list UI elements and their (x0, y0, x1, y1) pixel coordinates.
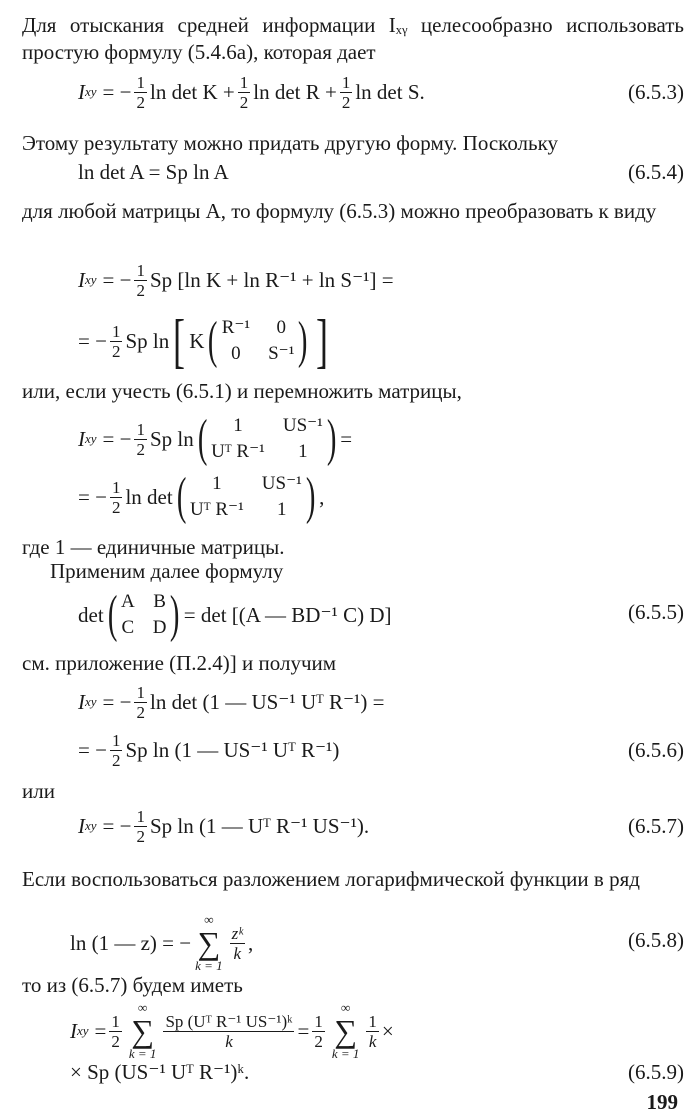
equation-number: (6.5.8) (628, 928, 684, 952)
summation-symbol: ∞ ∑ k = 1 (195, 912, 223, 973)
equation-6-5-8: ln (1 — z) = − ∞ ∑ k = 1 $\frac{\text{zᵏ}}{k}$ , (70, 912, 254, 973)
equation-6-5-7: I xy = − $\frac{1}{2}$ Sp ln (1 — Uᵀ R⁻¹ US⁻¹). (78, 806, 370, 846)
page-number: 199 (646, 1090, 678, 1114)
equation-number: (6.5.7) (628, 814, 684, 838)
matrix: 1 US⁻¹ Uᵀ R⁻¹ 1 (211, 415, 323, 462)
eq-sign: = − (102, 79, 132, 104)
matrix: A B C D (120, 591, 167, 638)
left-paren: ( (208, 312, 218, 369)
equation-number: (6.5.4) (628, 160, 684, 184)
equation-sp-form-line2: = − $\frac{1}{2}$ Sp ln [ K ( R⁻¹ 0 0 S⁻¹ ) ] (78, 308, 328, 374)
equation-number: (6.5.9) (628, 1060, 684, 1084)
left-paren: ( (107, 586, 118, 643)
left-paren: ( (197, 410, 208, 467)
left-bracket: [ (173, 308, 186, 374)
paragraph: Этому результату можно придать другую форму. Поскольку (22, 131, 559, 155)
paragraph: то из (6.5.7) будем иметь (22, 973, 243, 997)
right-paren: ) (298, 312, 308, 369)
paragraph: см. приложение (П.2.4)] и получим (22, 651, 337, 675)
fraction-half: $\frac{1}{2}$ (136, 682, 145, 722)
right-paren: ) (326, 410, 337, 467)
fraction-half: $\frac{1}{2}$ (111, 321, 121, 361)
left-paren: ( (176, 468, 187, 525)
fraction-half: $\frac{1}{2}$ (136, 260, 145, 300)
equation-6-5-9-line1: I xy = $\frac{1}{2}$ ∞ ∑ k = 1 $\frac{\text{Sp (Uᵀ R⁻¹ US⁻¹)ᵏ}}{k}$ = $\frac{1}{2}$ ∞ ∑ k = 1 $\frac{1}{k}$ × (70, 1000, 394, 1061)
eq-body: ln det A = Sp ln A (78, 160, 229, 184)
paragraph: или (22, 779, 55, 803)
fraction: $\frac{1}{k}$ (368, 1011, 377, 1051)
fraction-half: $\frac{1}{2}$ (111, 730, 121, 770)
summation-symbol: ∞ ∑ k = 1 (331, 1000, 360, 1061)
fraction-half: $\frac{1}{2}$ (314, 1011, 323, 1051)
paragraph: Если воспользоваться разложением логарифмической функции в ряд (22, 867, 640, 891)
paragraph: Применим далее формулу (50, 559, 284, 583)
equation-uu-line1: I xy = − $\frac{1}{2}$ Sp ln ( 1 US⁻¹ Uᵀ R⁻¹ 1 ) = (78, 410, 353, 467)
equation-6-5-3: I xy = − $\frac{1}{2}$ ln det K + $\frac{1}{2}$ ln det R + $\frac{1}{2}$ ln det S. (78, 72, 425, 112)
eq-body: Sp [ln K + ln R⁻¹ + ln S⁻¹] = (149, 267, 394, 292)
equation-6-5-9-line2: × Sp (US⁻¹ Uᵀ R⁻¹)ᵏ. (70, 1060, 250, 1084)
equation-6-5-6-line2: = − $\frac{1}{2}$ Sp ln (1 — US⁻¹ Uᵀ R⁻¹) (78, 730, 340, 770)
equation-6-5-4 (78, 160, 229, 185)
paragraph: или, если учесть (6.5.1) и перемножить матрицы, (22, 379, 462, 403)
right-bracket: ] (315, 308, 328, 374)
fraction-half: $\frac{1}{2}$ (136, 806, 145, 846)
equation-number: (6.5.3) (628, 80, 684, 104)
equation-sp-form-line1: I xy = − $\frac{1}{2}$ Sp [ln K + ln R⁻¹ + ln S⁻¹] = (78, 260, 394, 300)
matrix: 1 US⁻¹ Uᵀ R⁻¹ 1 (190, 473, 302, 520)
paragraph: где 1 — единичные матрицы. (22, 535, 285, 559)
paragraph-intro: Для отыскания средней информации Iₓᵧ целесообразно использовать простую формулу (5.4.6а), которая дает (22, 13, 684, 64)
eq-lhs: I (78, 79, 85, 104)
equation-6-5-5: det ( A B C D ) = det [(A — BD⁻¹ C) D] (78, 586, 392, 643)
fraction-half: $\frac{1}{2}$ (111, 477, 121, 517)
fraction-half: $\frac{1}{2}$ (239, 72, 249, 112)
equation-number: (6.5.5) (628, 600, 684, 624)
fraction: $\frac{\text{zᵏ}}{k}$ (231, 923, 244, 963)
summation-symbol: ∞ ∑ k = 1 (128, 1000, 157, 1061)
eq-term: ln det K + (149, 79, 235, 104)
fraction-half: $\frac{1}{2}$ (341, 72, 351, 112)
fraction-half: $\frac{1}{2}$ (136, 72, 145, 112)
eq-term: ln det R + (253, 79, 337, 104)
equation-uu-line2: = − $\frac{1}{2}$ ln det ( 1 US⁻¹ Uᵀ R⁻¹ 1 ) , (78, 468, 325, 525)
right-paren: ) (170, 586, 180, 643)
fraction-half: $\frac{1}{2}$ (136, 419, 145, 459)
fraction: $\frac{\text{Sp (Uᵀ R⁻¹ US⁻¹)ᵏ}}{k}$ (165, 1011, 293, 1051)
eq-term: ln det S. (355, 79, 425, 104)
paragraph: для любой матрицы A, то формулу (6.5.3) можно преобразовать к виду (22, 199, 657, 223)
fraction-half: $\frac{1}{2}$ (111, 1011, 120, 1051)
equation-6-5-6-line1: I xy = − $\frac{1}{2}$ ln det (1 — US⁻¹ Uᵀ R⁻¹) = (78, 682, 385, 722)
right-paren: ) (305, 468, 316, 525)
equation-number: (6.5.6) (628, 738, 684, 762)
matrix: R⁻¹ 0 0 S⁻¹ (221, 317, 295, 364)
